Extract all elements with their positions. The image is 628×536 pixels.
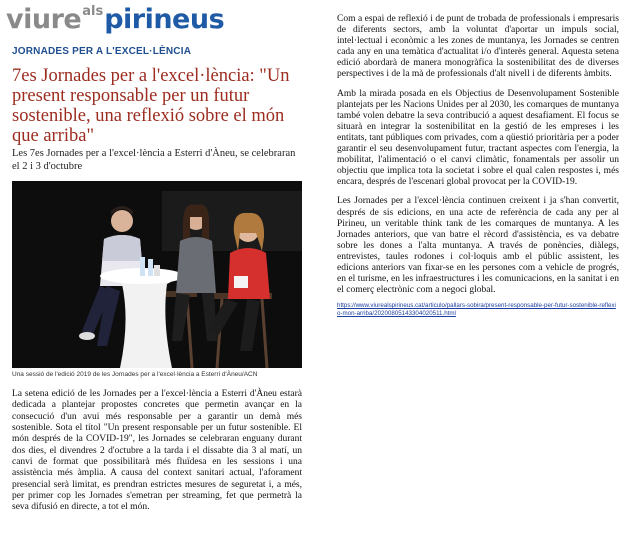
logo-word-als: als xyxy=(82,4,104,19)
site-logo[interactable] xyxy=(6,4,224,40)
logo-word-viure: viure xyxy=(6,4,82,35)
article-paragraph-left: La setena edició de les Jornades per a l'excel·lència a Esterri d'Àneu estarà dedicada a plantejar propostes concretes que permetin avançar en la consecució d'un avui més responsable per a garantir un demà més sostenible. Sota el títol "Un present responsable per un futur sostenible. El món després de la COVID-19", les Jornades se celebraran enguany durant dos dies, el divendres 2 d'octubre a la tarda i el dissabte dia 3 al matí, un canvi de format que possibilitarà més fluïdesa en les sessions i una assistència més àmplia. A causa del context sanitari actual, l'aforament presencial serà limitat, es prendran estrictes mesures de seguretat i, a més, per primer cop les Jornades s'emetran per streaming, fet que permetrà la seva difusió en directe, a tot el món. xyxy=(12,389,302,513)
article-right-column xyxy=(337,14,619,319)
article-paragraph-right-3: Les Jornades per a l'excel·lència continuen creixent i ja s'han convertit, després de sis edicions, en una acte de referència de cada any per al Pirineu, un veritable think tank de les comarques de muntanya. A les Jornades anteriors, que van batre el rècord d'assistència, es va debatre sobre les dones a l'alta muntanya. A través de ponències, diàlegs, entrevistes, taules rodones i col·loquis amb el públic assistent, les edicions anteriors van fixar-se en les persones com a vehicle de progrés, en el turisme, en les infraestructures i les comunicacions, en la sanitat i en el comerç electrònic com a negoci global. xyxy=(337,196,619,296)
section-label[interactable]: JORNADES PER A L'EXCEL·LÈNCIA xyxy=(12,46,192,57)
photo-caption: Una sessió de l'edició 2019 de les Jornades per a l'excel·lència a Esterri d'Àneu/ACN xyxy=(12,371,258,378)
article-subtitle: Les 7es Jornades per a l'excel·lència a Esterri d'Àneu, se celebraran el 2 i 3 d'octubre xyxy=(12,148,296,172)
source-url-link[interactable]: https://www.viurealspirineus.cat/articulo/pallars-sobira/present-responsable-per-futur-sostenible-reflexio-mon-arriba/20200805143304020511.html xyxy=(337,302,616,318)
article-paragraph-right-2: Amb la mirada posada en els Objectius de Desenvolupament Sostenible plantejats per les Nacions Unides per al 2030, les comarques de muntanya també volen debatre la seva contribució a aquest desafiament. El focus se situarà en integrar la sostenibilitat en la gestió de les empreses i les entitats, tant públiques com privades, com a qüestió prioritària per a poder garantir el seu desenvolupament futur, tractant aspectes com l'energia, la mobilitat, l'alimentació o el canvi climàtic, fonamentals per assolir un objectiu que implica tota la societat i sobre el qual calen respostes i, més encara, després de l'escenari global provocat per la COVID-19. xyxy=(337,88,620,188)
article-paragraph-right-1: Com a espai de reflexió i de punt de trobada de professionals i empresaris de diferents sectors, amb la voluntat d'aportar un impuls social, intel·lectual i econòmic a les zones de muntanya, les Jornades se centren cada any en una temàtica d'actualitat i/o d'interès general. Aquesta setena edició abordarà de manera monogràfica la sostenibilitat des de diverses perspectives i de la mà de professionals d'alt nivell i de diferents àmbits. xyxy=(337,14,619,80)
logo-word-pirineus: pirineus xyxy=(104,4,225,35)
article-title: 7es Jornades per a l'excel·lència: "Un present responsable per un futur sostenible, una reflexió sobre el món que arriba" xyxy=(12,66,290,146)
article-photo xyxy=(12,181,302,368)
